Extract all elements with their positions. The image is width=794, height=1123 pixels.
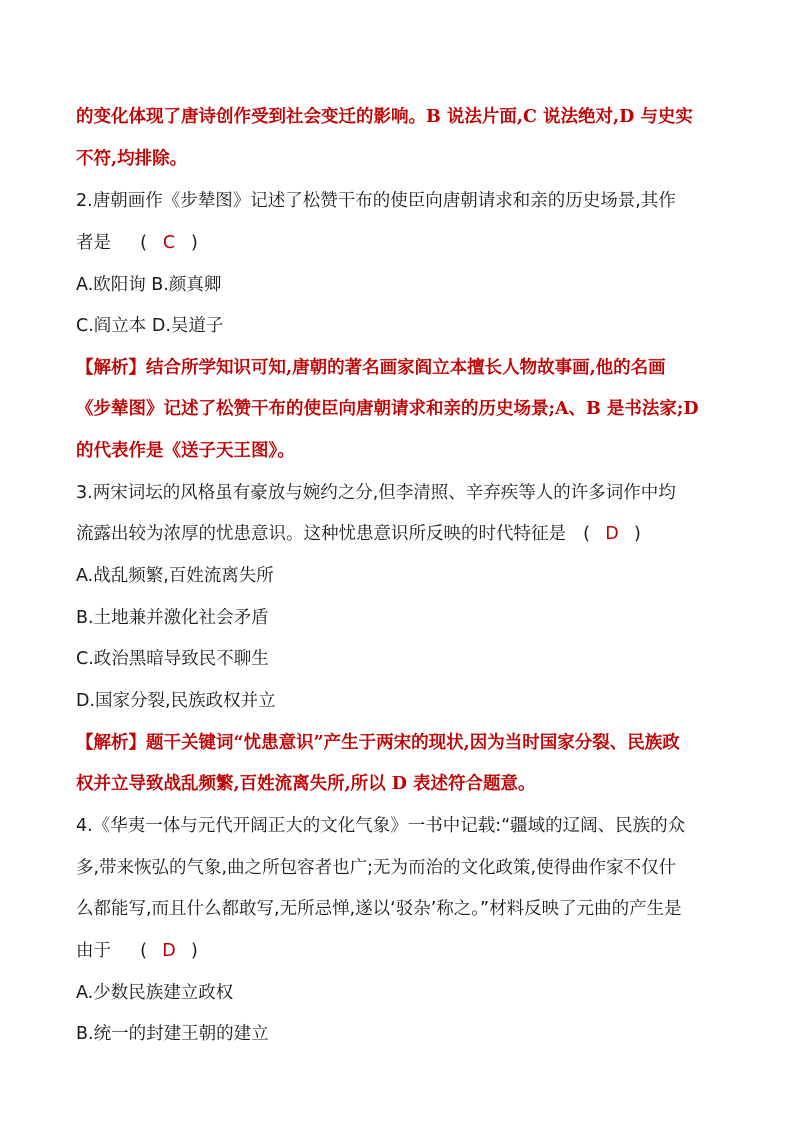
q3-stem-line-1: 3.两宋词坛的风格虽有豪放与婉约之分,但李清照、辛弃疾等人的许多词作中均 — [76, 483, 676, 503]
q4-option-b: B.统一的封建王朝的建立 — [76, 1024, 269, 1044]
q2-options-cd: C.阎立本 D.吴道子 — [76, 316, 224, 336]
q4-stem-text: 由于 — [76, 941, 111, 961]
q3-stem-text: 流露出较为浓厚的忧患意识。这种忧患意识所反映的时代特征是 — [76, 524, 566, 544]
analysis-continued-line-2: 不符,均排除。 — [76, 149, 188, 169]
q2-analysis-line-1: 【解析】结合所学知识可知,唐朝的著名画家阎立本擅长人物故事画,他的名画 — [76, 358, 666, 378]
q4-stem-line-1: 4.《华夷一体与元代开阔正大的文化气象》一书中记载:“疆域的辽阔、民族的众 — [76, 816, 686, 836]
analysis-continued-line-1: 的变化体现了唐诗创作受到社会变迁的影响。B 说法片面,C 说法绝对,D 与史实 — [76, 107, 693, 127]
q2-paren-close: ) — [190, 233, 198, 253]
q4-stem-line-3: 么都能写,而且什么都敢写,无所忌惮,遂以‘驳杂’称之。”材料反映了元曲的产生是 — [76, 899, 682, 919]
q3-option-a: A.战乱频繁,百姓流离失所 — [76, 566, 274, 586]
q3-stem-line-2 — [76, 522, 641, 546]
q3-paren-open: ( — [583, 524, 590, 544]
q2-stem-line-1: 2.唐朝画作《步辇图》记述了松赞干布的使臣向唐朝请求和亲的历史场景,其作 — [76, 191, 676, 211]
q4-stem-line-4 — [76, 939, 198, 963]
q3-option-c: C.政治黑暗导致民不聊生 — [76, 649, 269, 669]
q3-answer: D — [605, 524, 619, 544]
q2-answer: C — [162, 233, 176, 253]
q4-paren-open: ( — [140, 941, 147, 961]
q4-paren-close: ) — [190, 941, 198, 961]
q3-option-d: D.国家分裂,民族政权并立 — [76, 691, 276, 711]
q3-paren-close: ) — [633, 524, 641, 544]
q2-stem-text: 者是 — [76, 233, 111, 253]
q2-analysis-line-2: 《步辇图》记述了松赞干布的使臣向唐朝请求和亲的历史场景;A、B 是书法家;D — [76, 399, 699, 419]
q3-analysis-line-2: 权并立导致战乱频繁,百姓流离失所,所以 D 表述符合题意。 — [76, 774, 536, 794]
q4-stem-line-2: 多,带来恢弘的气象,曲之所包容者也广;无为而治的文化政策,使得曲作家不仅什 — [76, 858, 677, 878]
q2-options-ab: A.欧阳询 B.颜真卿 — [76, 275, 222, 295]
q2-analysis-line-3: 的代表作是《送子天王图》。 — [76, 441, 295, 461]
q4-answer: D — [162, 941, 176, 961]
q2-stem-line-2 — [76, 231, 198, 255]
q2-paren-open: ( — [140, 233, 147, 253]
q3-option-b: B.土地兼并激化社会矛盾 — [76, 608, 269, 628]
q3-analysis-line-1: 【解析】题干关键词“忧患意识”产生于两宋的现状,因为当时国家分裂、民族政 — [76, 733, 680, 753]
q4-option-a: A.少数民族建立政权 — [76, 983, 234, 1003]
